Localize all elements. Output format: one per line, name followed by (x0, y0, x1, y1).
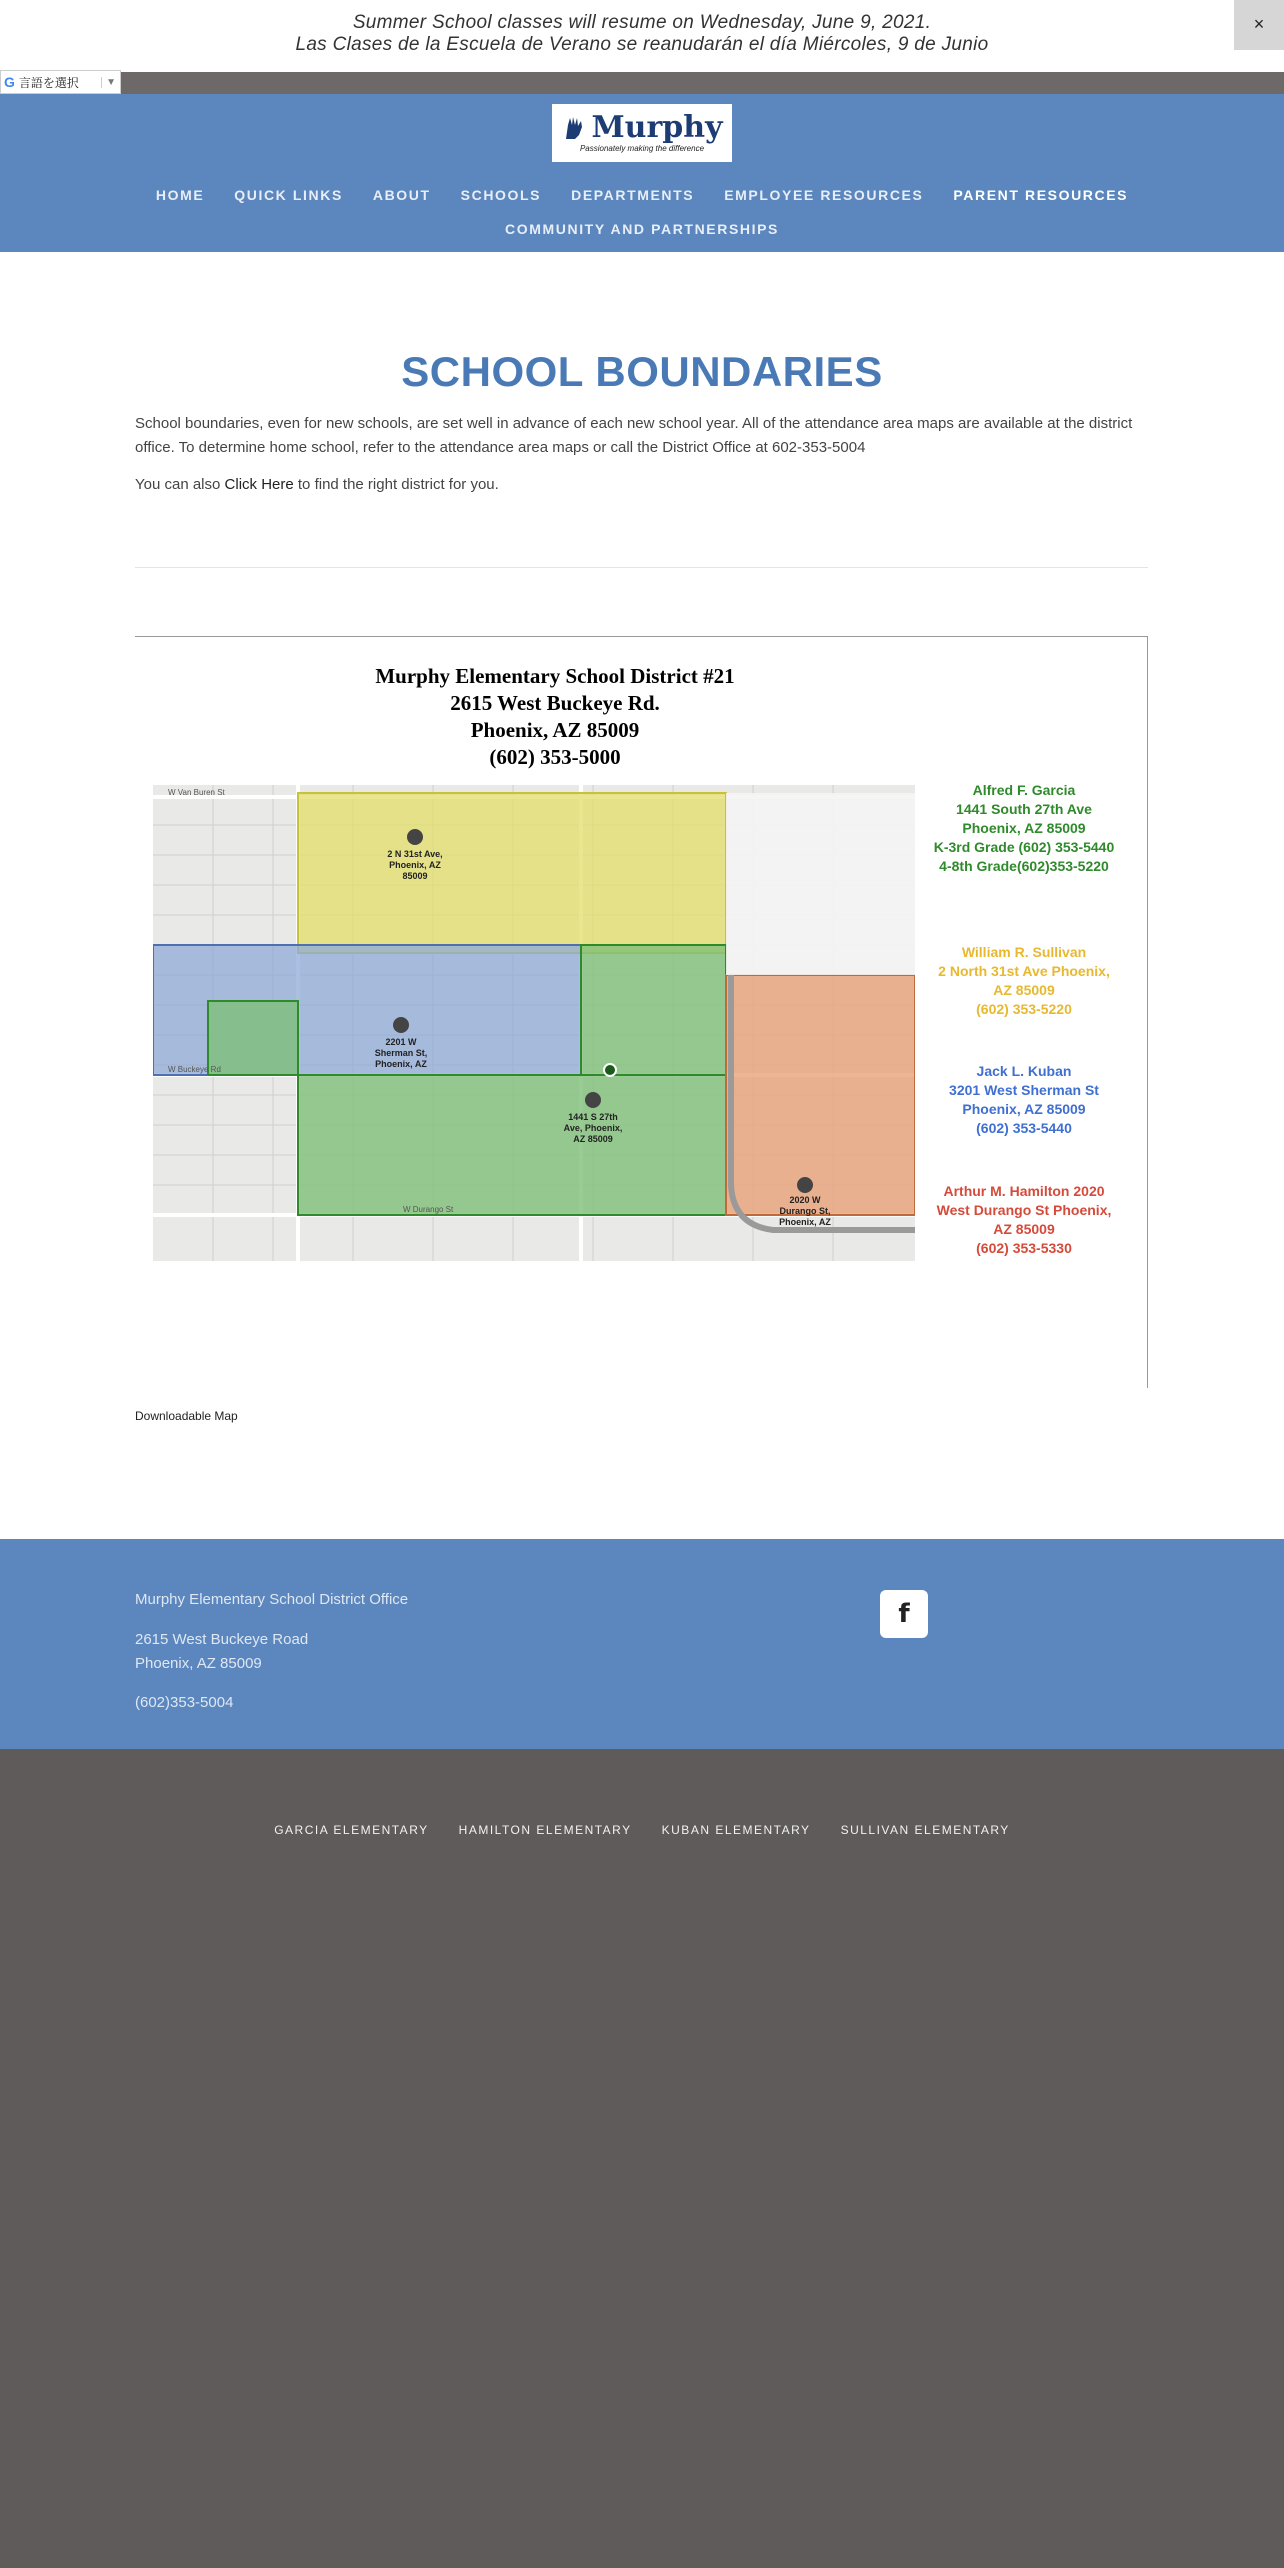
nav-departments[interactable]: DEPARTMENTS (571, 187, 695, 203)
legend-garcia-phone-k3: K-3rd Grade (602) 353-5440 (933, 839, 1115, 855)
school-link-hamilton-elementary[interactable]: HAMILTON ELEMENTARY (458, 1823, 632, 1837)
footer-address-line-1: 2615 West Buckeye Road (135, 1631, 309, 1648)
legend-hamilton-street: West Durango St Phoenix, (936, 1202, 1112, 1218)
site-logo[interactable] (552, 104, 732, 162)
legend-garcia-phone-48: 4-8th Grade(602)353-5220 (939, 858, 1109, 874)
nav-home[interactable]: HOME (155, 187, 205, 203)
downloadable-map-link[interactable]: Downloadable Map (135, 1409, 238, 1423)
bottom-bar (0, 1749, 1284, 2568)
svg-text:2201 W: 2201 W (385, 1037, 417, 1047)
legend-hamilton-phone: (602) 353-5330 (976, 1240, 1072, 1256)
language-select[interactable] (0, 70, 121, 94)
legend-sullivan-city: AZ 85009 (993, 982, 1055, 998)
legend-kuban-street: 3201 West Sherman St (949, 1082, 1099, 1098)
nav-employee-resources[interactable]: EMPLOYEE RESOURCES (724, 187, 924, 203)
boundary-map-graphic (153, 785, 915, 1261)
nav-parent-resources[interactable]: PARENT RESOURCES (953, 187, 1129, 203)
legend-kuban-name: Jack L. Kuban (976, 1063, 1072, 1079)
logo-wordmark: Murphy (591, 110, 723, 145)
hand-logo-icon (561, 115, 587, 141)
legend-garcia-name: Alfred F. Garcia (972, 782, 1076, 798)
footer-address-line-2: Phoenix, AZ 85009 (135, 1655, 262, 1672)
logo-tagline: Passionately making the difference (579, 144, 705, 153)
school-links (0, 1823, 1284, 1837)
legend-garcia-city: Phoenix, AZ 85009 (962, 820, 1086, 836)
click-here-link[interactable]: Click Here (224, 476, 294, 493)
legend-sullivan-street: 2 North 31st Ave Phoenix, (938, 963, 1110, 979)
svg-text:Phoenix, AZ: Phoenix, AZ (389, 860, 441, 870)
legend-kuban-phone: (602) 353-5440 (976, 1120, 1072, 1136)
svg-text:AZ 85009: AZ 85009 (573, 1134, 613, 1144)
nav-about[interactable]: ABOUT (372, 187, 431, 203)
nav-quick-links[interactable]: QUICK LINKS (234, 187, 343, 203)
svg-text:Phoenix, AZ: Phoenix, AZ (779, 1217, 831, 1227)
school-link-garcia-elementary[interactable]: GARCIA ELEMENTARY (274, 1823, 429, 1837)
legend-garcia (909, 781, 1139, 876)
legend-hamilton (909, 1182, 1139, 1258)
district-finder-prefix: You can also (135, 476, 225, 493)
footer-phone: (602)353-5004 (135, 1694, 234, 1711)
svg-text:Ave, Phoenix,: Ave, Phoenix, (563, 1123, 623, 1133)
intro-paragraph: School boundaries, even for new schools, are set well in advance of each new school year. All of the attendance area maps are available at the district office. To determine home school, refer to the attendance area maps or call the District Office at 602-353-5004 (135, 415, 1133, 456)
map-heading-address: 2615 West Buckeye Rd. (450, 691, 660, 715)
school-link-sullivan-elementary[interactable]: SULLIVAN ELEMENTARY (840, 1823, 1010, 1837)
svg-text:Sherman St,: Sherman St, (374, 1048, 428, 1058)
map-heading-phone: (602) 353-5000 (489, 745, 621, 769)
svg-text:Phoenix, AZ: Phoenix, AZ (375, 1059, 427, 1069)
school-link-kuban-elementary[interactable]: KUBAN ELEMENTARY (661, 1823, 811, 1837)
main-content (0, 252, 1284, 1539)
legend-sullivan (909, 943, 1139, 1019)
legend-garcia-street: 1441 South 27th Ave (956, 801, 1092, 817)
svg-text:85009: 85009 (402, 871, 428, 881)
site-header (0, 94, 1284, 252)
footer-office-name: Murphy Elementary School District Office (135, 1591, 409, 1608)
legend-sullivan-phone: (602) 353-5220 (976, 1001, 1072, 1017)
svg-text:W Van Buren St: W Van Buren St (168, 788, 225, 797)
legend-hamilton-name: Arthur M. Hamilton 2020 (943, 1183, 1105, 1199)
divider (135, 567, 1148, 568)
svg-text:Durango St,: Durango St, (779, 1206, 831, 1216)
page-title: SCHOOL BOUNDARIES (401, 348, 883, 395)
close-announcement-button[interactable]: × (1234, 0, 1284, 50)
google-icon: G (4, 74, 15, 90)
top-strip (0, 72, 1284, 94)
announcement-line-2: Las Clases de la Escuela de Verano se reanudarán el día Miércoles, 9 de Junio (295, 34, 989, 55)
nav-community-and-partnerships[interactable]: COMMUNITY AND PARTNERSHIPS (505, 221, 779, 237)
legend-hamilton-city: AZ 85009 (993, 1221, 1055, 1237)
site-footer (0, 1539, 1284, 1749)
legend-kuban-city: Phoenix, AZ 85009 (962, 1101, 1086, 1117)
legend-kuban (909, 1062, 1139, 1138)
legend-sullivan-name: William R. Sullivan (961, 944, 1087, 960)
announcement-bar (0, 0, 1284, 72)
announcement-line-1: Summer School classes will resume on Wednesday, June 9, 2021. (352, 12, 932, 33)
boundary-map[interactable] (135, 636, 1148, 1388)
map-heading-district: Murphy Elementary School District #21 (375, 664, 735, 688)
map-heading (325, 663, 785, 771)
map-heading-city: Phoenix, AZ 85009 (470, 718, 640, 742)
district-finder-suffix: to find the right district for you. (293, 476, 499, 493)
district-finder-paragraph (135, 476, 1135, 493)
svg-text:W Durango St: W Durango St (403, 1205, 454, 1214)
nav-schools[interactable]: SCHOOLS (460, 187, 542, 203)
facebook-icon[interactable]: f (880, 1590, 928, 1638)
svg-text:2020 W: 2020 W (789, 1195, 821, 1205)
svg-text:2 N 31st Ave,: 2 N 31st Ave, (387, 849, 443, 859)
svg-text:W Buckeye Rd: W Buckeye Rd (168, 1065, 221, 1074)
language-select-label: 言語を選択 (18, 75, 79, 90)
main-nav (0, 178, 1284, 246)
svg-text:1441 S 27th: 1441 S 27th (568, 1112, 618, 1122)
chevron-down-icon: ▼ (101, 77, 120, 88)
